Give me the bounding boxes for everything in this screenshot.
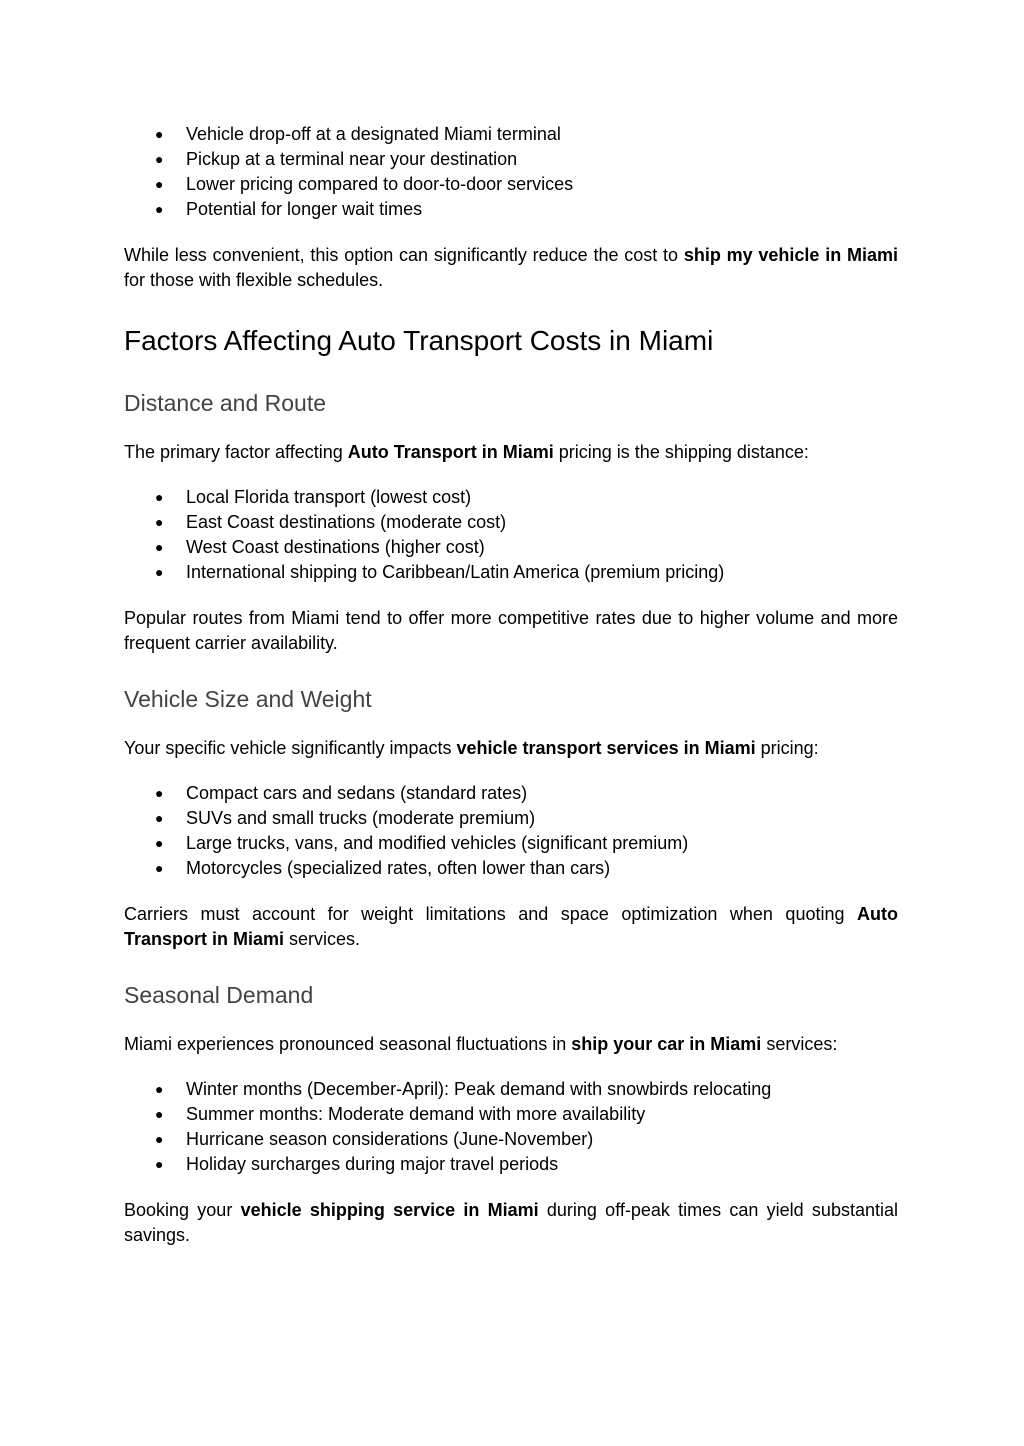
bullet-icon: ● — [155, 201, 164, 217]
bullet-icon: ● — [155, 514, 164, 530]
bullet-icon: ● — [155, 860, 164, 876]
list-item: ● International shipping to Caribbean/Latin America (premium pricing) — [124, 560, 898, 585]
bullet-icon: ● — [155, 785, 164, 801]
list-item: ● Summer months: Moderate demand with more availability — [124, 1102, 898, 1127]
bullet-icon: ● — [155, 151, 164, 167]
seasonal-list — [124, 1077, 898, 1177]
bullet-icon: ● — [155, 126, 164, 142]
list-item: ● West Coast destinations (higher cost) — [124, 535, 898, 560]
list-item: ● Lower pricing compared to door-to-door services — [124, 172, 898, 197]
intro-paragraph: While less convenient, this option can significantly reduce the cost to ship my vehicle in Miami for those with flexible schedules. — [124, 245, 898, 290]
distance-closing-paragraph: Popular routes from Miami tend to offer more competitive rates due to higher volume and more frequent carrier availability. — [124, 608, 898, 653]
terminal-features-list — [124, 122, 898, 222]
size-closing-paragraph: Carriers must account for weight limitations and space optimization when quoting Auto Transport in Miami services. — [124, 904, 898, 949]
bullet-icon: ● — [155, 1081, 164, 1097]
bullet-icon: ● — [155, 176, 164, 192]
bullet-icon: ● — [155, 810, 164, 826]
subsection-heading-distance: Distance and Route — [124, 390, 327, 416]
list-item: ● Potential for longer wait times — [124, 197, 898, 222]
seasonal-lead-paragraph: Miami experiences pronounced seasonal fluctuations in ship your car in Miami services: — [124, 1034, 838, 1054]
list-item: ● Winter months (December-April): Peak demand with snowbirds relocating — [124, 1077, 898, 1102]
list-item: ● Local Florida transport (lowest cost) — [124, 485, 898, 510]
bullet-icon: ● — [155, 835, 164, 851]
bullet-icon: ● — [155, 1106, 164, 1122]
list-item: ● Holiday surcharges during major travel periods — [124, 1152, 898, 1177]
bullet-icon: ● — [155, 564, 164, 580]
size-list — [124, 781, 898, 881]
distance-lead-paragraph: The primary factor affecting Auto Transport in Miami pricing is the shipping distance: — [124, 442, 809, 462]
distance-list — [124, 485, 898, 585]
list-item: ● Motorcycles (specialized rates, often lower than cars) — [124, 856, 898, 881]
bullet-icon: ● — [155, 539, 164, 555]
bullet-icon: ● — [155, 489, 164, 505]
subsection-heading-size: Vehicle Size and Weight — [124, 686, 372, 712]
list-item: ● Hurricane season considerations (June-November) — [124, 1127, 898, 1152]
list-item: ● Vehicle drop-off at a designated Miami terminal — [124, 122, 898, 147]
bullet-icon: ● — [155, 1131, 164, 1147]
list-item: ● East Coast destinations (moderate cost) — [124, 510, 898, 535]
list-item: ● Large trucks, vans, and modified vehicles (significant premium) — [124, 831, 898, 856]
size-lead-paragraph: Your specific vehicle significantly impacts vehicle transport services in Miami pricing: — [124, 738, 819, 758]
section-heading: Factors Affecting Auto Transport Costs in Miami — [124, 325, 714, 356]
subsection-heading-seasonal: Seasonal Demand — [124, 982, 314, 1008]
list-item: ● SUVs and small trucks (moderate premium) — [124, 806, 898, 831]
list-item: ● Compact cars and sedans (standard rates) — [124, 781, 898, 806]
bullet-icon: ● — [155, 1156, 164, 1172]
list-item: ● Pickup at a terminal near your destination — [124, 147, 898, 172]
seasonal-closing-paragraph: Booking your vehicle shipping service in Miami during off-peak times can yield substantial savings. — [124, 1200, 898, 1245]
